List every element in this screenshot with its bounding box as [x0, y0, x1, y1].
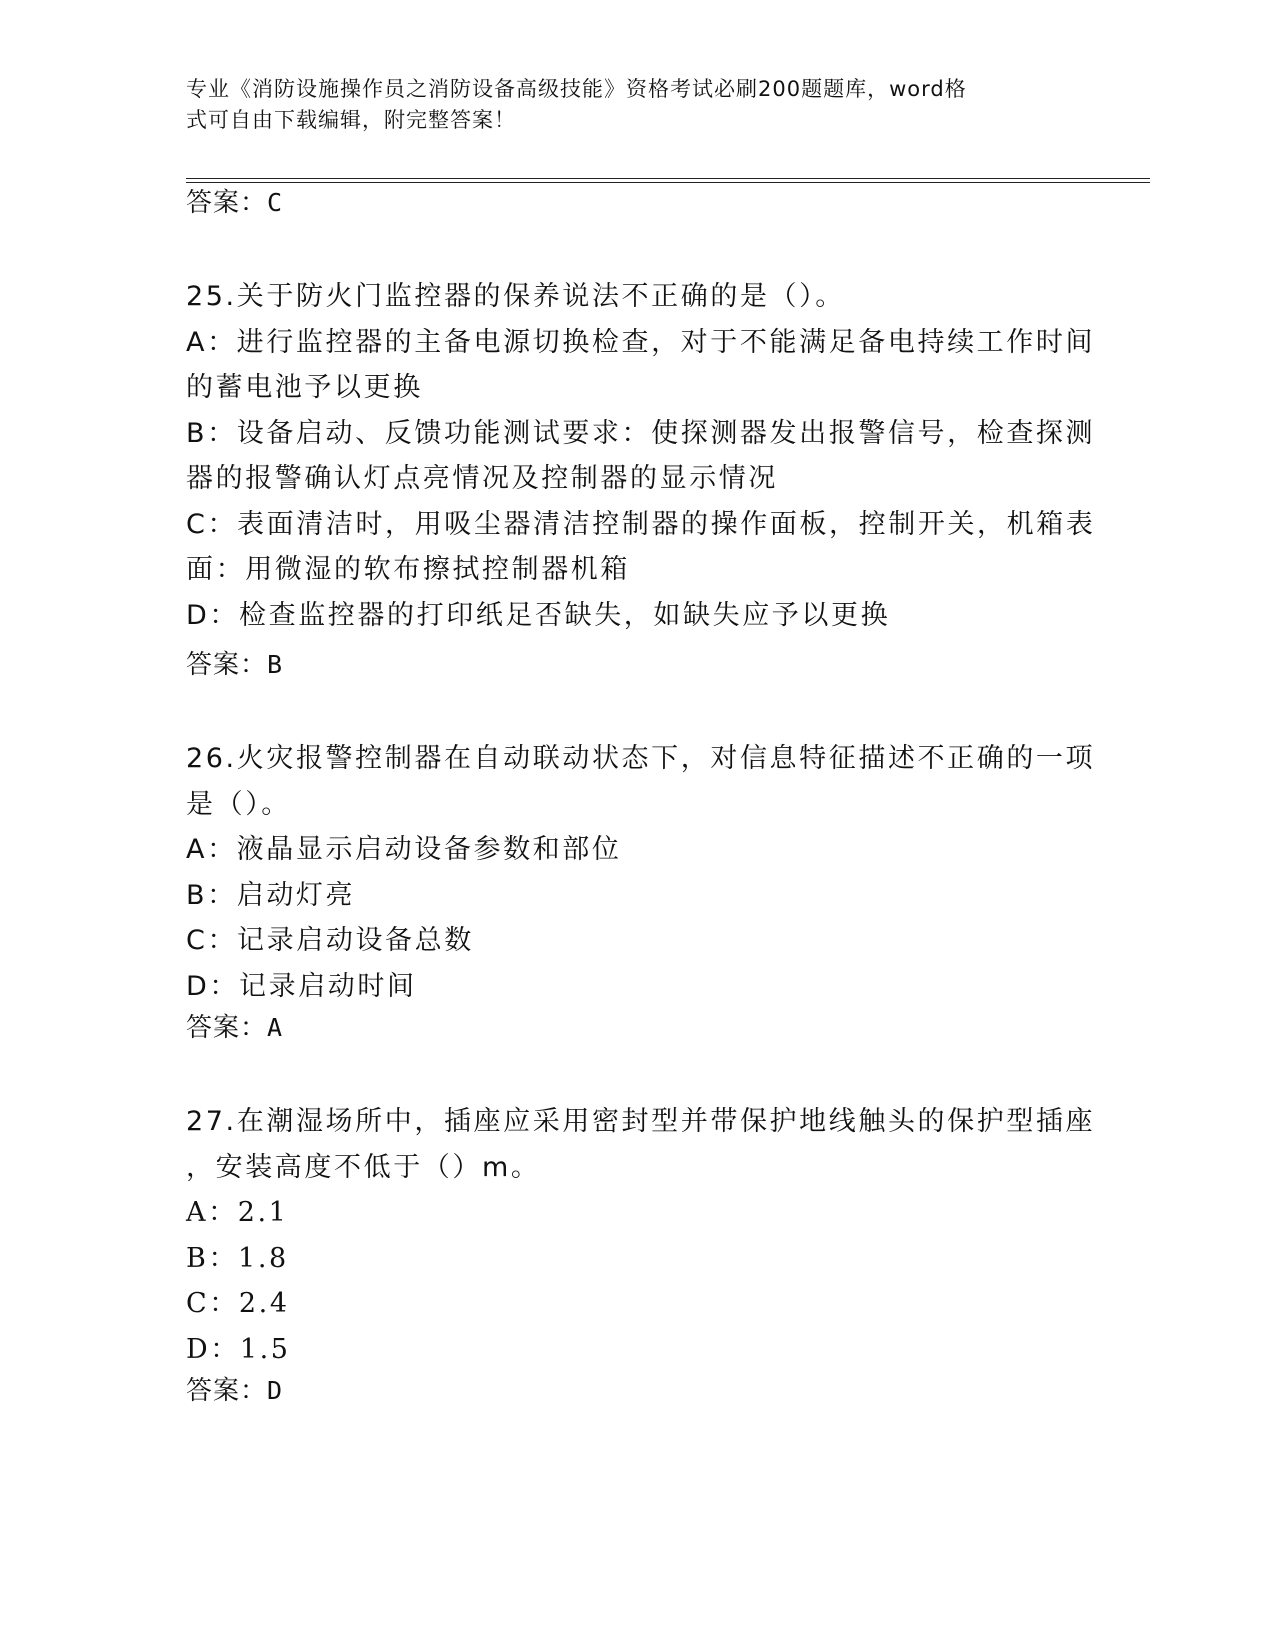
option-b-line-2: 器的报警确认灯点亮情况及控制器的显示情况 [186, 463, 778, 494]
option-a: A：液晶显示启动设备参数和部位 [186, 834, 622, 865]
question-27-answer [186, 1374, 283, 1408]
answer-value: B [267, 650, 284, 679]
question-27 [186, 1099, 1096, 1372]
option-b: B：启动灯亮 [186, 879, 356, 911]
question-26-answer [186, 1011, 283, 1045]
question-stem-line-1: 27.在潮湿场所中，插座应采用密封型并带保护地线触头的保护型插座 [186, 1106, 1096, 1137]
header-line-1: 专业《消防设施操作员之消防设备高级技能》资格考试必刷200题题库，word格 [186, 77, 967, 101]
option-c: C：2.4 [186, 1288, 290, 1319]
question-stem-line-2: 是（）。 [186, 788, 291, 820]
question-stem: 25.关于防火门监控器的保养说法不正确的是（）。 [186, 281, 845, 312]
answer-label: 答案： [186, 650, 268, 680]
answer-label: 答案： [186, 188, 268, 218]
question-26 [186, 736, 1096, 1009]
answer-label: 答案： [186, 1376, 268, 1406]
option-c: C：记录启动设备总数 [186, 925, 474, 956]
question-25 [186, 274, 1096, 638]
option-b: B：1.8 [186, 1242, 289, 1274]
header-divider-bottom [186, 182, 1150, 183]
answer-label: 答案： [186, 1013, 268, 1043]
header-line-2: 式可自由下载编辑，附完整答案！ [186, 108, 516, 132]
answer-value: C [267, 188, 284, 217]
document-header [186, 74, 1066, 136]
option-d-line-1: D：检查监控器的打印纸足否缺失，如缺失应予以更换 [186, 599, 891, 631]
answer-value: D [267, 1376, 284, 1405]
question-stem-line-1: 26.火灾报警控制器在自动联动状态下，对信息特征描述不正确的一项 [186, 743, 1096, 774]
option-a-line-1: A：进行监控器的主备电源切换检查，对于不能满足备电持续工作时间 [186, 326, 1096, 358]
option-a-line-2: 的蓄电池予以更换 [186, 372, 423, 403]
option-b-line-1: B：设备启动、反馈功能测试要求：使探测器发出报警信号，检查探测 [186, 417, 1096, 449]
option-d: D：记录启动时间 [186, 970, 417, 1002]
option-d: D：1.5 [186, 1333, 291, 1365]
option-c-line-2: 面：用微湿的软布擦拭控制器机箱 [186, 554, 630, 585]
option-a: A：2.1 [186, 1197, 289, 1228]
question-stem-line-2: ，安装高度不低于（）m。 [186, 1151, 541, 1183]
header-divider-top [186, 178, 1150, 179]
answer-value: A [267, 1013, 284, 1042]
option-c-line-1: C：表面清洁时，用吸尘器清洁控制器的操作面板，控制开关，机箱表 [186, 508, 1096, 540]
question-25-answer [186, 648, 283, 682]
previous-answer [186, 186, 283, 220]
